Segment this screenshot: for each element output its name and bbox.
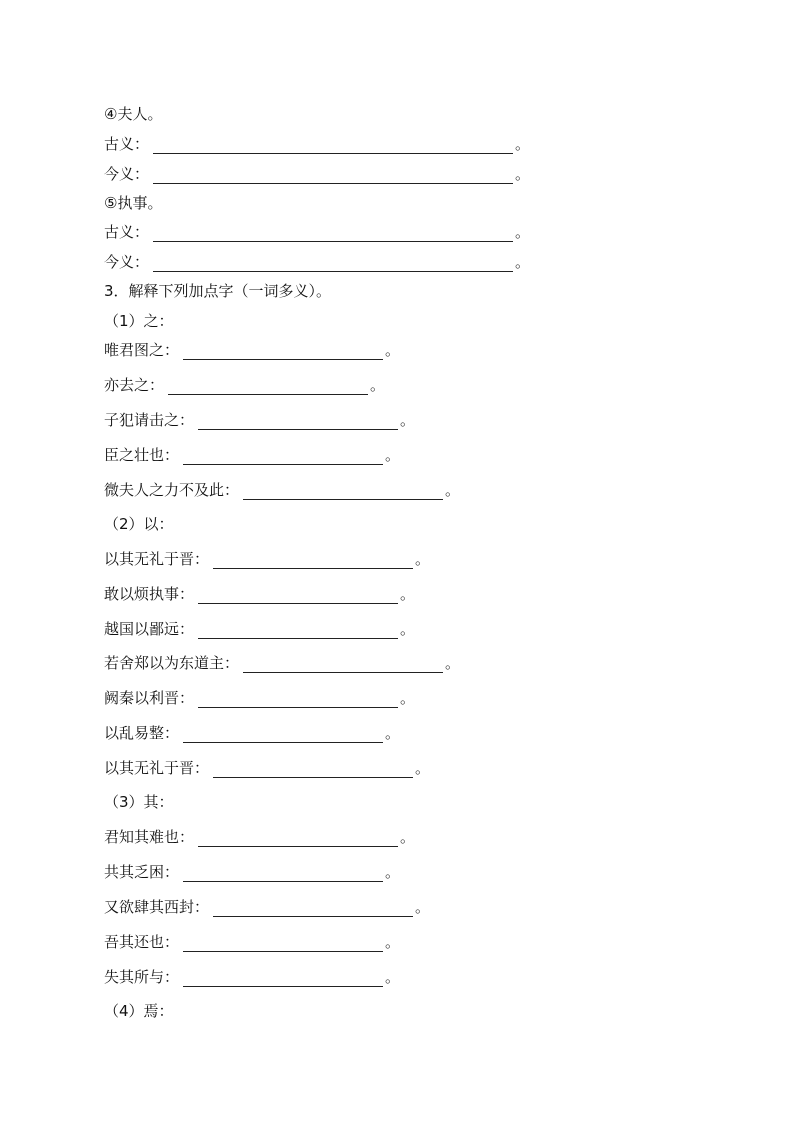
fill-line xyxy=(104,827,415,847)
fill-line xyxy=(104,688,415,708)
answer-blank[interactable] xyxy=(213,900,413,917)
period: 。 xyxy=(385,724,401,742)
fill-line xyxy=(104,480,460,500)
question-label: 失其所与： xyxy=(104,968,180,986)
question-label: 子犯请击之： xyxy=(104,411,195,429)
question-label: 以其无礼于晋： xyxy=(104,759,210,777)
question-label: 共其乏困： xyxy=(104,863,180,881)
period: 。 xyxy=(370,376,386,394)
period: 。 xyxy=(385,968,401,986)
fill-line xyxy=(104,584,415,604)
period: 。 xyxy=(515,223,531,241)
fill-line xyxy=(104,619,415,639)
question-label: 吾其还也： xyxy=(104,933,180,951)
question-label: 今义： xyxy=(104,165,150,183)
question-label: 以乱易整： xyxy=(104,724,180,742)
answer-blank[interactable] xyxy=(183,935,383,952)
question-label: 敢以烦执事： xyxy=(104,585,195,603)
subheading-yi: （2）以： xyxy=(104,515,174,533)
question-label: 越国以鄙远： xyxy=(104,620,195,638)
fill-line xyxy=(104,967,400,987)
period: 。 xyxy=(415,550,431,568)
fill-line xyxy=(104,410,415,430)
answer-blank[interactable] xyxy=(153,225,513,242)
period: 。 xyxy=(385,446,401,464)
period: 。 xyxy=(400,585,416,603)
period: 。 xyxy=(515,135,531,153)
answer-blank[interactable] xyxy=(198,830,398,847)
heading-zhi-shi: ⑤执事。 xyxy=(104,194,163,212)
period: 。 xyxy=(385,933,401,951)
answer-blank[interactable] xyxy=(183,970,383,987)
answer-blank[interactable] xyxy=(198,622,398,639)
period: 。 xyxy=(515,253,531,271)
fill-line xyxy=(104,222,530,242)
question-label: 以其无礼于晋： xyxy=(104,550,210,568)
question-label: 古义： xyxy=(104,223,150,241)
question-label: 今义： xyxy=(104,253,150,271)
period: 。 xyxy=(400,689,416,707)
answer-blank[interactable] xyxy=(243,483,443,500)
fill-line xyxy=(104,932,400,952)
answer-blank[interactable] xyxy=(183,343,383,360)
question-label: 君知其难也： xyxy=(104,828,195,846)
answer-blank[interactable] xyxy=(153,137,513,154)
question-label: 阙秦以利晋： xyxy=(104,689,195,707)
fill-line xyxy=(104,549,430,569)
answer-blank[interactable] xyxy=(183,448,383,465)
fill-line xyxy=(104,897,430,917)
subheading-yan: （4）焉： xyxy=(104,1002,174,1020)
answer-blank[interactable] xyxy=(153,167,513,184)
period: 。 xyxy=(400,620,416,638)
question-label: 又欲肆其西封： xyxy=(104,898,210,916)
question-label: 臣之壮也： xyxy=(104,446,180,464)
answer-blank[interactable] xyxy=(213,761,413,778)
fill-line xyxy=(104,164,530,184)
fill-line xyxy=(104,723,400,743)
period: 。 xyxy=(445,654,461,672)
answer-blank[interactable] xyxy=(183,726,383,743)
question-3-heading: 3．解释下列加点字（一词多义）。 xyxy=(104,282,332,300)
subheading-qi: （3）其： xyxy=(104,793,174,811)
answer-blank[interactable] xyxy=(198,587,398,604)
period: 。 xyxy=(385,341,401,359)
answer-blank[interactable] xyxy=(198,413,398,430)
fill-line xyxy=(104,445,400,465)
fill-line xyxy=(104,340,400,360)
period: 。 xyxy=(445,481,461,499)
heading-fu-ren: ④夫人。 xyxy=(104,105,163,123)
period: 。 xyxy=(515,165,531,183)
fill-line xyxy=(104,758,430,778)
answer-blank[interactable] xyxy=(213,552,413,569)
fill-line xyxy=(104,252,530,272)
fill-line xyxy=(104,862,400,882)
fill-line xyxy=(104,375,385,395)
question-label: 古义： xyxy=(104,135,150,153)
fill-line xyxy=(104,134,530,154)
period: 。 xyxy=(415,898,431,916)
period: 。 xyxy=(415,759,431,777)
fill-line xyxy=(104,653,460,673)
answer-blank[interactable] xyxy=(153,255,513,272)
period: 。 xyxy=(400,411,416,429)
question-label: 唯君图之： xyxy=(104,341,180,359)
subheading-zhi: （1）之： xyxy=(104,312,174,330)
question-label: 微夫人之力不及此： xyxy=(104,481,240,499)
answer-blank[interactable] xyxy=(168,378,368,395)
period: 。 xyxy=(400,828,416,846)
answer-blank[interactable] xyxy=(243,656,443,673)
answer-blank[interactable] xyxy=(198,691,398,708)
question-label: 亦去之： xyxy=(104,376,165,394)
question-label: 若舍郑以为东道主： xyxy=(104,654,240,672)
period: 。 xyxy=(385,863,401,881)
answer-blank[interactable] xyxy=(183,865,383,882)
